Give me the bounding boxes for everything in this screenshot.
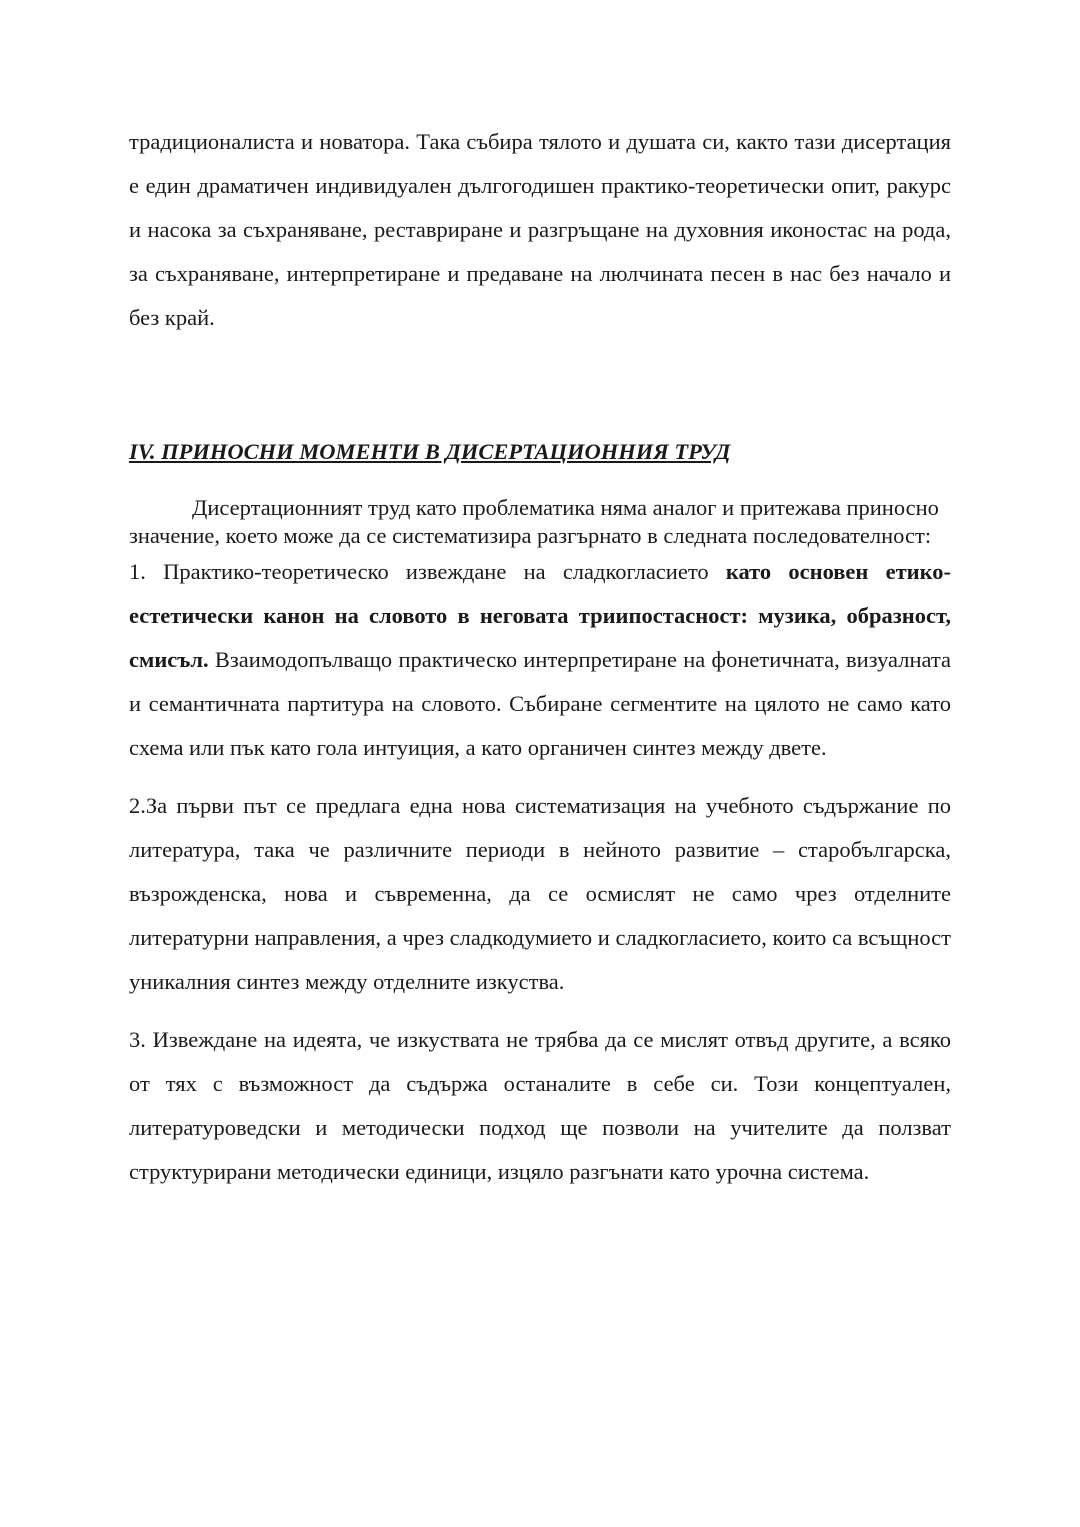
contribution-item-3: 3. Извеждане на идеята, че изкуствата не трябва да се мислят отвъд другите, а всяко от тях с възможност да съдържа останалите в себе си. Този концептуален, литературоведски и методически подход ще позволи на учителите да ползват структурирани методически единици, изцяло разгънати като урочна система. (129, 1027, 951, 1184)
item1-bold: като основен етико-естетически канон на словото в неговата триипостасност: музика, образност, смисъл. (129, 559, 951, 672)
section-heading: IV. ПРИНОСНИ МОМЕНТИ В ДИСЕРТАЦИОННИЯ ТРУД (129, 439, 731, 464)
paragraph-continuation: традиционалиста и новатора. Така събира тялото и душата си, както тази дисертация е един драматичен индивидуален дългогодишен практико-теоретически опит, ракурс и насока за съхраняване, реставриране и разгръщане на духовния иконостас на рода, за съхраняване, интерпретиране и предаване на люлчината песен в нас без начало и без край. (129, 129, 951, 330)
contribution-item-2: 2.За първи път се предлага една нова систематизация на учебното съдържание по литература, така че различните периоди в нейното развитие – старобългарска, възрожденска, нова и съвременна, да се осмислят не само чрез отделните литературни направления, а чрез сладкодумието и сладкогласието, които са всъщност уникалния синтез между отделните изкуства. (129, 793, 951, 994)
item1-rest: Взаимодопълващо практическо интерпретиране на фонетичната, визуалната и семантичната партитура на словото. Събиране сегментите на цялото не само като схема или пък като гола интуиция, а като органичен синтез между двете. (129, 647, 951, 760)
intro-paragraph (129, 494, 951, 550)
item1-lead: 1. Практико-теоретическо извеждане на сладкогласието (129, 559, 726, 584)
intro-text: Дисертационният труд като проблематика няма аналог и притежава приносно значение, което може да се систематизира разгърнато в следната последователност: (129, 495, 939, 548)
document-page (129, 120, 951, 1194)
contribution-item-1 (129, 550, 951, 770)
